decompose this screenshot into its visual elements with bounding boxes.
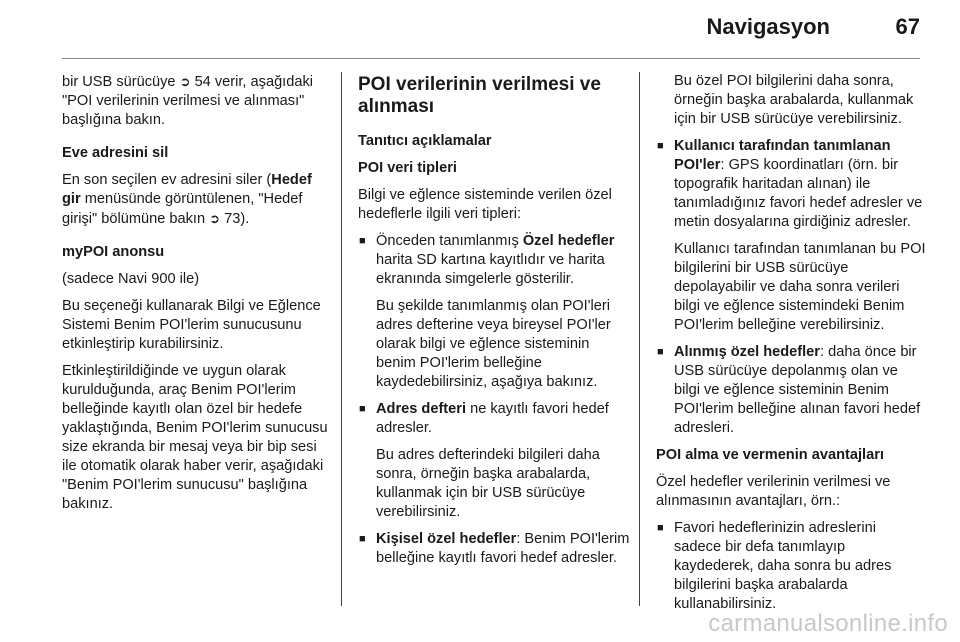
mypoi-note: (sadece Navi 900 ile) — [62, 271, 200, 287]
list-item-favori: ■ Favori hedeflerinizin adreslerini sadece bir defa tanımlayıp kaydederek, daha sonra bu adres bilgilerini başka arabalarda kullanabilirsiniz. — [656, 519, 926, 614]
mypoi-paragraph-2: Etkinleştirildiğinde ve uygun olarak kurulduğunda, araç Benim POI'lerim belleğinde kayıtlı olan özel bir hedefe yaklaştığında, Benim POI'lerim sunucusu size ekranda bir mesaj veya bir bip sesi ile otomatik olarak haber verir, aşağıdaki "Benim POI'lerim sunucusu" başlığına bakınız. — [62, 363, 328, 512]
column-1 — [62, 72, 330, 522]
poi-types-intro: Bilgi ve eğlence sisteminde verilen özel hedeflerle ilgili veri tipleri: — [358, 187, 612, 222]
list-item-kisisel: ■ Kişisel özel hedefler: Benim POI'lerim belleğine kayıtlı favori hedef adresler. — [358, 530, 630, 568]
heading-tanitici: Tanıtıcı açıklamalar — [358, 133, 492, 149]
column-2 — [358, 72, 630, 576]
heading-poi-veri-tipleri: POI veri tipleri — [358, 160, 457, 176]
list-item-kullanici: ■ Kullanıcı tarafından tanımlanan POI'ler: GPS koordinatları (örn. bir topografik haritadan alınan) ile tanımladığınız favori hedef adresler ve metin dosyalarına girdiğiniz adresler. — [656, 137, 926, 232]
paragraph-eve: En son seçilen ev adresini siler (Hedef gir menüsünde görüntülenen, "Hedef girişi" bölümüne bakın ➲ 73). — [62, 172, 312, 227]
column-3 — [656, 72, 926, 622]
paragraph-usb-ref: bir USB sürücüye ➲ 54 verir, aşağıdaki "POI verilerinin verilmesi ve alınması" başlığına bakın. — [62, 74, 314, 128]
list-item-alinmis: ■ Alınmış özel hedefler: daha önce bir USB sürücüye depolanmış olan ve bilgi ve eğlence sisteminin Benim POI'lerim belleğine alınan favori hedef adresleri. — [656, 343, 926, 438]
list-item-kullanici-detail: Kullanıcı tarafından tanımlanan bu POI bilgilerini bir USB sürücüye depolayabilir ve daha sonra verileri bilgi ve eğlence sistemindeki Benim POI'lerim belleğine verebilirsiniz. — [674, 241, 926, 333]
page-number: 67 — [895, 14, 920, 39]
section-heading-poi: POI verilerinin verilmesi ve alınması — [358, 74, 601, 117]
heading-avantajlar: POI alma ve vermenin avantajları — [656, 447, 884, 463]
column-divider-2 — [639, 72, 640, 606]
continued-paragraph: Bu özel POI bilgilerini daha sonra, örneğin başka arabalarda, kullanmak için bir USB sürücüye verebilirsiniz. — [674, 73, 914, 127]
heading-mypoi-anonsu: myPOI anonsu — [62, 244, 165, 260]
column-divider-1 — [341, 72, 342, 606]
page-ref-arrow-icon: ➲ — [209, 211, 221, 226]
advantages-intro: Özel hedefler verilerinin verilmesi ve alınmasının avantajları, örn.: — [656, 474, 891, 509]
header-divider — [62, 58, 920, 59]
page-ref-arrow-icon: ➲ — [179, 74, 191, 89]
list-item-onceden-detail: Bu şekilde tanımlanmış olan POI'leri adres defterine veya bireysel POI'ler olarak bilgi ve eğlence sisteminin benim POI'lerim belleğine kaydedebilirsiniz, aşağıya bakınız. — [376, 298, 611, 390]
list-item-adres-defteri-detail: Bu adres defterindeki bilgileri daha sonra, örneğin başka arabalarda, kullanmak için bir USB sürücüye verebilirsiniz. — [376, 447, 600, 520]
list-item-onceden: ■ Önceden tanımlanmış Özel hedefler harita SD kartına kayıtlıdır ve harita ekranında simgelerle gösterilir. — [358, 232, 630, 289]
heading-eve-adresini-sil: Eve adresini sil — [62, 145, 169, 161]
watermark: carmanualsonline.info — [708, 610, 948, 637]
list-item-adres-defteri: ■ Adres defteri ne kayıtlı favori hedef adresler. — [358, 400, 630, 438]
section-title: Navigasyon — [706, 14, 830, 39]
mypoi-paragraph-1: Bu seçeneği kullanarak Bilgi ve Eğlence Sistemi Benim POI'lerim sunucusunu etkinleştirip kurabilirsiniz. — [62, 298, 321, 352]
